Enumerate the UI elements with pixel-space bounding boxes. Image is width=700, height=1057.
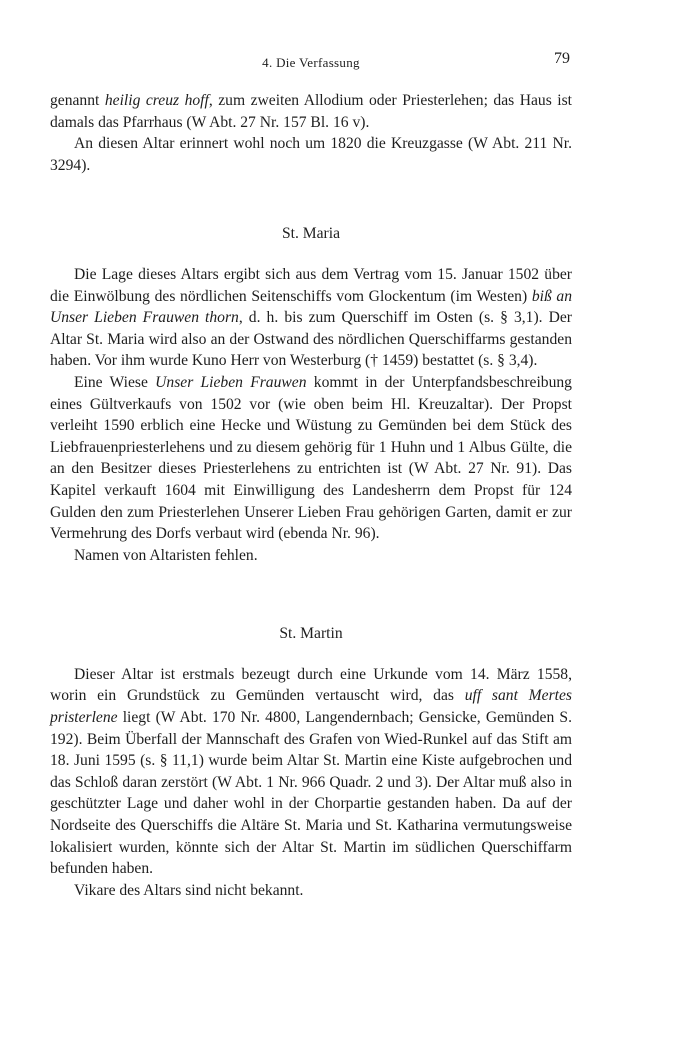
text-run: liegt (W Abt. 170 Nr. 4800, Langendernbach; Gensicke, Gemünden S. 192). Beim Überfall der Mannschaft des Grafen von Wied-Runkel auf das Stift am 18. Juni 1595 (s. § 11,1) wurde beim Altar St. Martin eine Kiste aufgebrochen und das Schloß daran zerstört (W Abt. 1 Nr. 966 Quadr. 2 und 3). Der Altar muß also in geschützter Lage und daher wohl in der Chorpartie gestanden haben. Da auf der Nordseite des Querschiffs die Altäre St. Maria und St. Katharina vermutungsweise lokalisiert wurden, könnte sich der Altar St. Martin im südlichen Querschiffarm befunden haben. bbox=[50, 709, 572, 878]
section-title-st-maria: St. Maria bbox=[281, 225, 341, 243]
book-page bbox=[50, 50, 572, 901]
text-run: , zum zweiten Allodium oder Priesterlehen; das Haus ist damals das Pfarrhaus (W Abt. 27 Nr. 157 Bl. 16 v). bbox=[50, 92, 572, 131]
italic-quotation: Unser Lieben Frauwen bbox=[155, 373, 307, 391]
text-run: Vikare des Altars sind nicht bekannt. bbox=[74, 881, 304, 899]
text-run: genannt bbox=[50, 92, 105, 109]
text-run: An diesen Altar erinnert wohl noch um 1820 die Kreuzgasse (W Abt. 211 Nr. 3294). bbox=[50, 135, 572, 174]
text-run: kommt in der Unterpfandsbeschreibung eines Gültverkaufs von 1502 vor (wie oben beim Hl. Kreuzaltar). Der Propst verleiht 1590 erblich eine Hecke und Wüstung zu Gemünden bei dem Stück des Liebfrauenpriesterlehens und zu diesem gehörig für 1 Huhn und 1 Albus Gülte, die an den Besitzer dieses Priesterlehens zu entrichten ist (W Abt. 27 Nr. 91). Das Kapitel verkauft 1604 mit Einwilligung des Landesherrn dem Propst für 124 Gulden den zum Priesterlehen Unserer Lieben Frau gehörigen Garten, damit er zur Vermehrung des Dorfs verbaut wird (ebenda Nr. 96). bbox=[50, 373, 572, 543]
maria-paragraph-1 bbox=[50, 264, 572, 372]
page-number: 79 bbox=[554, 50, 570, 67]
text-run: Eine Wiese bbox=[74, 373, 156, 391]
maria-paragraph-2 bbox=[50, 372, 572, 545]
italic-quotation: uff sant Mertes pristerlene bbox=[50, 687, 572, 727]
text-run: Namen von Altaristen fehlen. bbox=[74, 546, 258, 564]
text-run: , d. h. bis zum Querschiff im Osten (s. § 3,1). Der Altar St. Maria wird also an der Ostwand des nördlichen Querschiffarms gestanden haben. Vor ihm wurde Kuno Herr von Westerburg († 1459) bestattet (s. § 3,4). bbox=[50, 309, 572, 370]
text-run: Die Lage dieses Altars ergibt sich aus dem Vertrag vom 15. Januar 1502 über die Einwölbung des nördlichen Seitenschiffs vom Glockentum (im Westen) bbox=[50, 265, 572, 305]
martin-paragraph-2 bbox=[50, 880, 572, 902]
text-run: Dieser Altar ist erstmals bezeugt durch eine Urkunde vom 14. März 1558, worin ein Grundstück zu Gemünden vertauscht wird, das bbox=[50, 665, 572, 705]
italic-quotation: biß an Unser Lieben Frauwen thorn bbox=[50, 287, 572, 327]
intro-paragraph-1 bbox=[50, 90, 572, 133]
italic-quotation: heilig creuz hoff bbox=[104, 92, 209, 109]
section-title-st-martin: St. Martin bbox=[279, 625, 343, 643]
page-header bbox=[50, 50, 572, 74]
maria-paragraph-3 bbox=[50, 545, 572, 567]
intro-paragraph-2 bbox=[50, 133, 572, 176]
running-head: 4. Die Verfassung bbox=[262, 55, 360, 70]
martin-paragraph-1 bbox=[50, 664, 572, 880]
